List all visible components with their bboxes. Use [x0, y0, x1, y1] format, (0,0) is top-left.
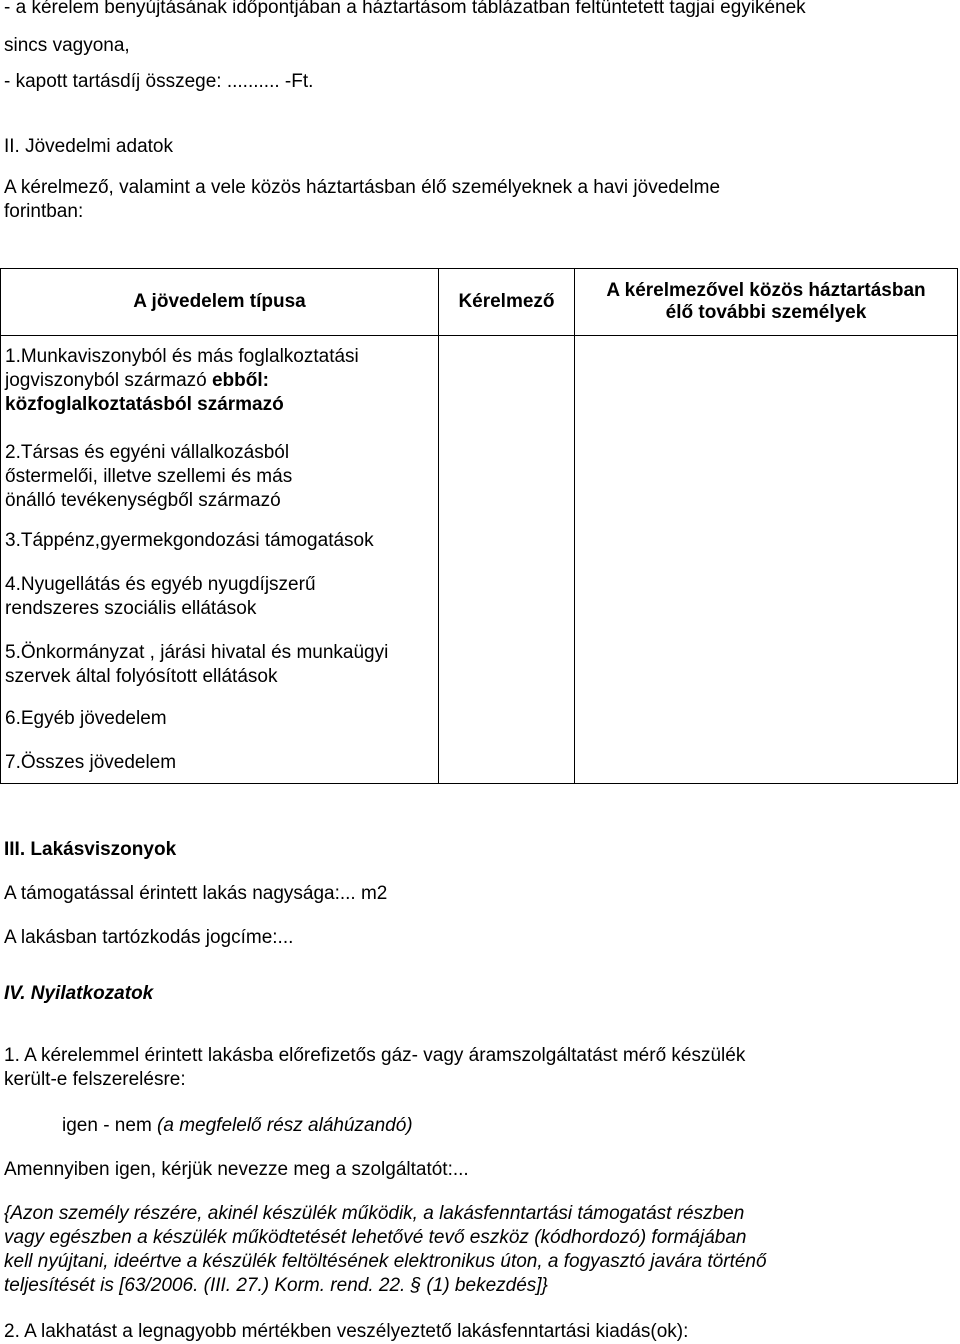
row-1-line-3: közfoglalkoztatásból származó: [5, 394, 284, 415]
yes-no-answer: [62, 1114, 413, 1138]
note-line-4: teljesítését is [63/2006. (III. 27.) Korm. rend. 22. § (1) bekezdés]}: [4, 1275, 548, 1296]
header-income-type: [1, 269, 438, 335]
header-income-type-label: A jövedelem típusa: [133, 291, 306, 312]
table-row-1: [5, 345, 437, 417]
row-6-line-1: 6.Egyéb jövedelem: [5, 708, 167, 729]
yes-no-options: igen - nem: [62, 1115, 158, 1136]
row-5-line-2: szervek által folyósított ellátások: [5, 666, 278, 687]
row-7-line-1: 7.Összes jövedelem: [5, 752, 177, 773]
row-2-line-1: 2.Társas és egyéni vállalkozásból: [5, 442, 290, 463]
table-row-5: [5, 641, 437, 689]
question-1-line-1: 1. A kérelemmel érintett lakásba előrefizetős gáz- vagy áramszolgáltatást mérő készülék: [4, 1045, 746, 1066]
note-line-2: vagy egészben a készülék működtetését lehetővé tevő eszköz (kódhordozó) formájában: [4, 1227, 747, 1248]
intro-line-2: sincs vagyona,: [4, 35, 130, 56]
intro-line-1: - a kérelem benyújtásának időpontjában a háztartásom táblázatban feltüntetett tagjai egyikének: [4, 0, 806, 18]
table-row-3: [5, 529, 437, 553]
row-2-line-3: önálló tevékenységből származó: [5, 490, 281, 511]
section-3-title: III. Lakásviszonyok: [4, 839, 177, 860]
section-2-desc-line-1: A kérelmező, valamint a vele közös háztartásban élő személyeknek a havi jövedelme: [4, 177, 721, 198]
header-applicant: [439, 269, 574, 335]
row-1-line-2-bold: ebből:: [211, 370, 269, 391]
income-table: [0, 268, 958, 784]
section-2-desc-line-2: forintban:: [4, 201, 84, 222]
header-household-line-2: élő további személyek: [665, 302, 867, 323]
header-applicant-label: Kérelmező: [458, 291, 555, 312]
flat-size-line: A támogatással érintett lakás nagysága:... m2: [4, 883, 388, 904]
header-household-line-1: A kérelmezővel közös háztartásban: [606, 280, 926, 301]
table-row-7: [5, 751, 437, 775]
table-header-divider: [1, 335, 957, 336]
table-row-6: [5, 707, 437, 731]
underline-instruction: (a megfelelő rész aláhúzandó): [157, 1115, 413, 1136]
row-1-line-2: [5, 369, 437, 393]
row-3-line-1: 3.Táppénz,gyermekgondozási támogatások: [5, 530, 374, 551]
row-4-line-1: 4.Nyugellátás és egyéb nyugdíjszerű: [5, 574, 316, 595]
table-col-divider-1: [438, 269, 439, 783]
residence-title-line: A lakásban tartózkodás jogcíme:...: [4, 927, 294, 948]
header-household: [575, 269, 957, 335]
question-2: 2. A lakhatást a legnagyobb mértékben veszélyeztető lakásfenntartási kiadás(ok):: [4, 1321, 689, 1342]
section-4-title: IV. Nyilatkozatok: [4, 983, 154, 1004]
provider-line: Amennyiben igen, kérjük nevezze meg a szolgáltatót:...: [4, 1159, 469, 1180]
row-2-line-2: őstermelői, illetve szellemi és más: [5, 466, 293, 487]
intro-line-3: - kapott tartásdíj összege: .......... -Ft.: [4, 71, 314, 92]
row-5-line-1: 5.Önkormányzat , járási hivatal és munkaügyi: [5, 642, 389, 663]
section-2-title: II. Jövedelmi adatok: [4, 136, 173, 157]
row-1-line-2-text: jogviszonyból származó: [5, 370, 212, 391]
table-col-divider-2: [574, 269, 575, 783]
row-1-line-1: 1.Munkaviszonyból és más foglalkoztatási: [5, 346, 359, 367]
row-4-line-2: rendszeres szociális ellátások: [5, 598, 257, 619]
table-row-4: [5, 573, 437, 621]
note-line-3: kell nyújtani, ideértve a készülék feltöltésének elektronikus úton, a fogyasztó javára történő: [4, 1251, 767, 1272]
question-1-line-2: került-e felszerelésre:: [4, 1069, 186, 1090]
note-line-1: {Azon személy részére, akinél készülék működik, a lakásfenntartási támogatást részben: [4, 1203, 745, 1224]
table-row-2: [5, 441, 437, 513]
